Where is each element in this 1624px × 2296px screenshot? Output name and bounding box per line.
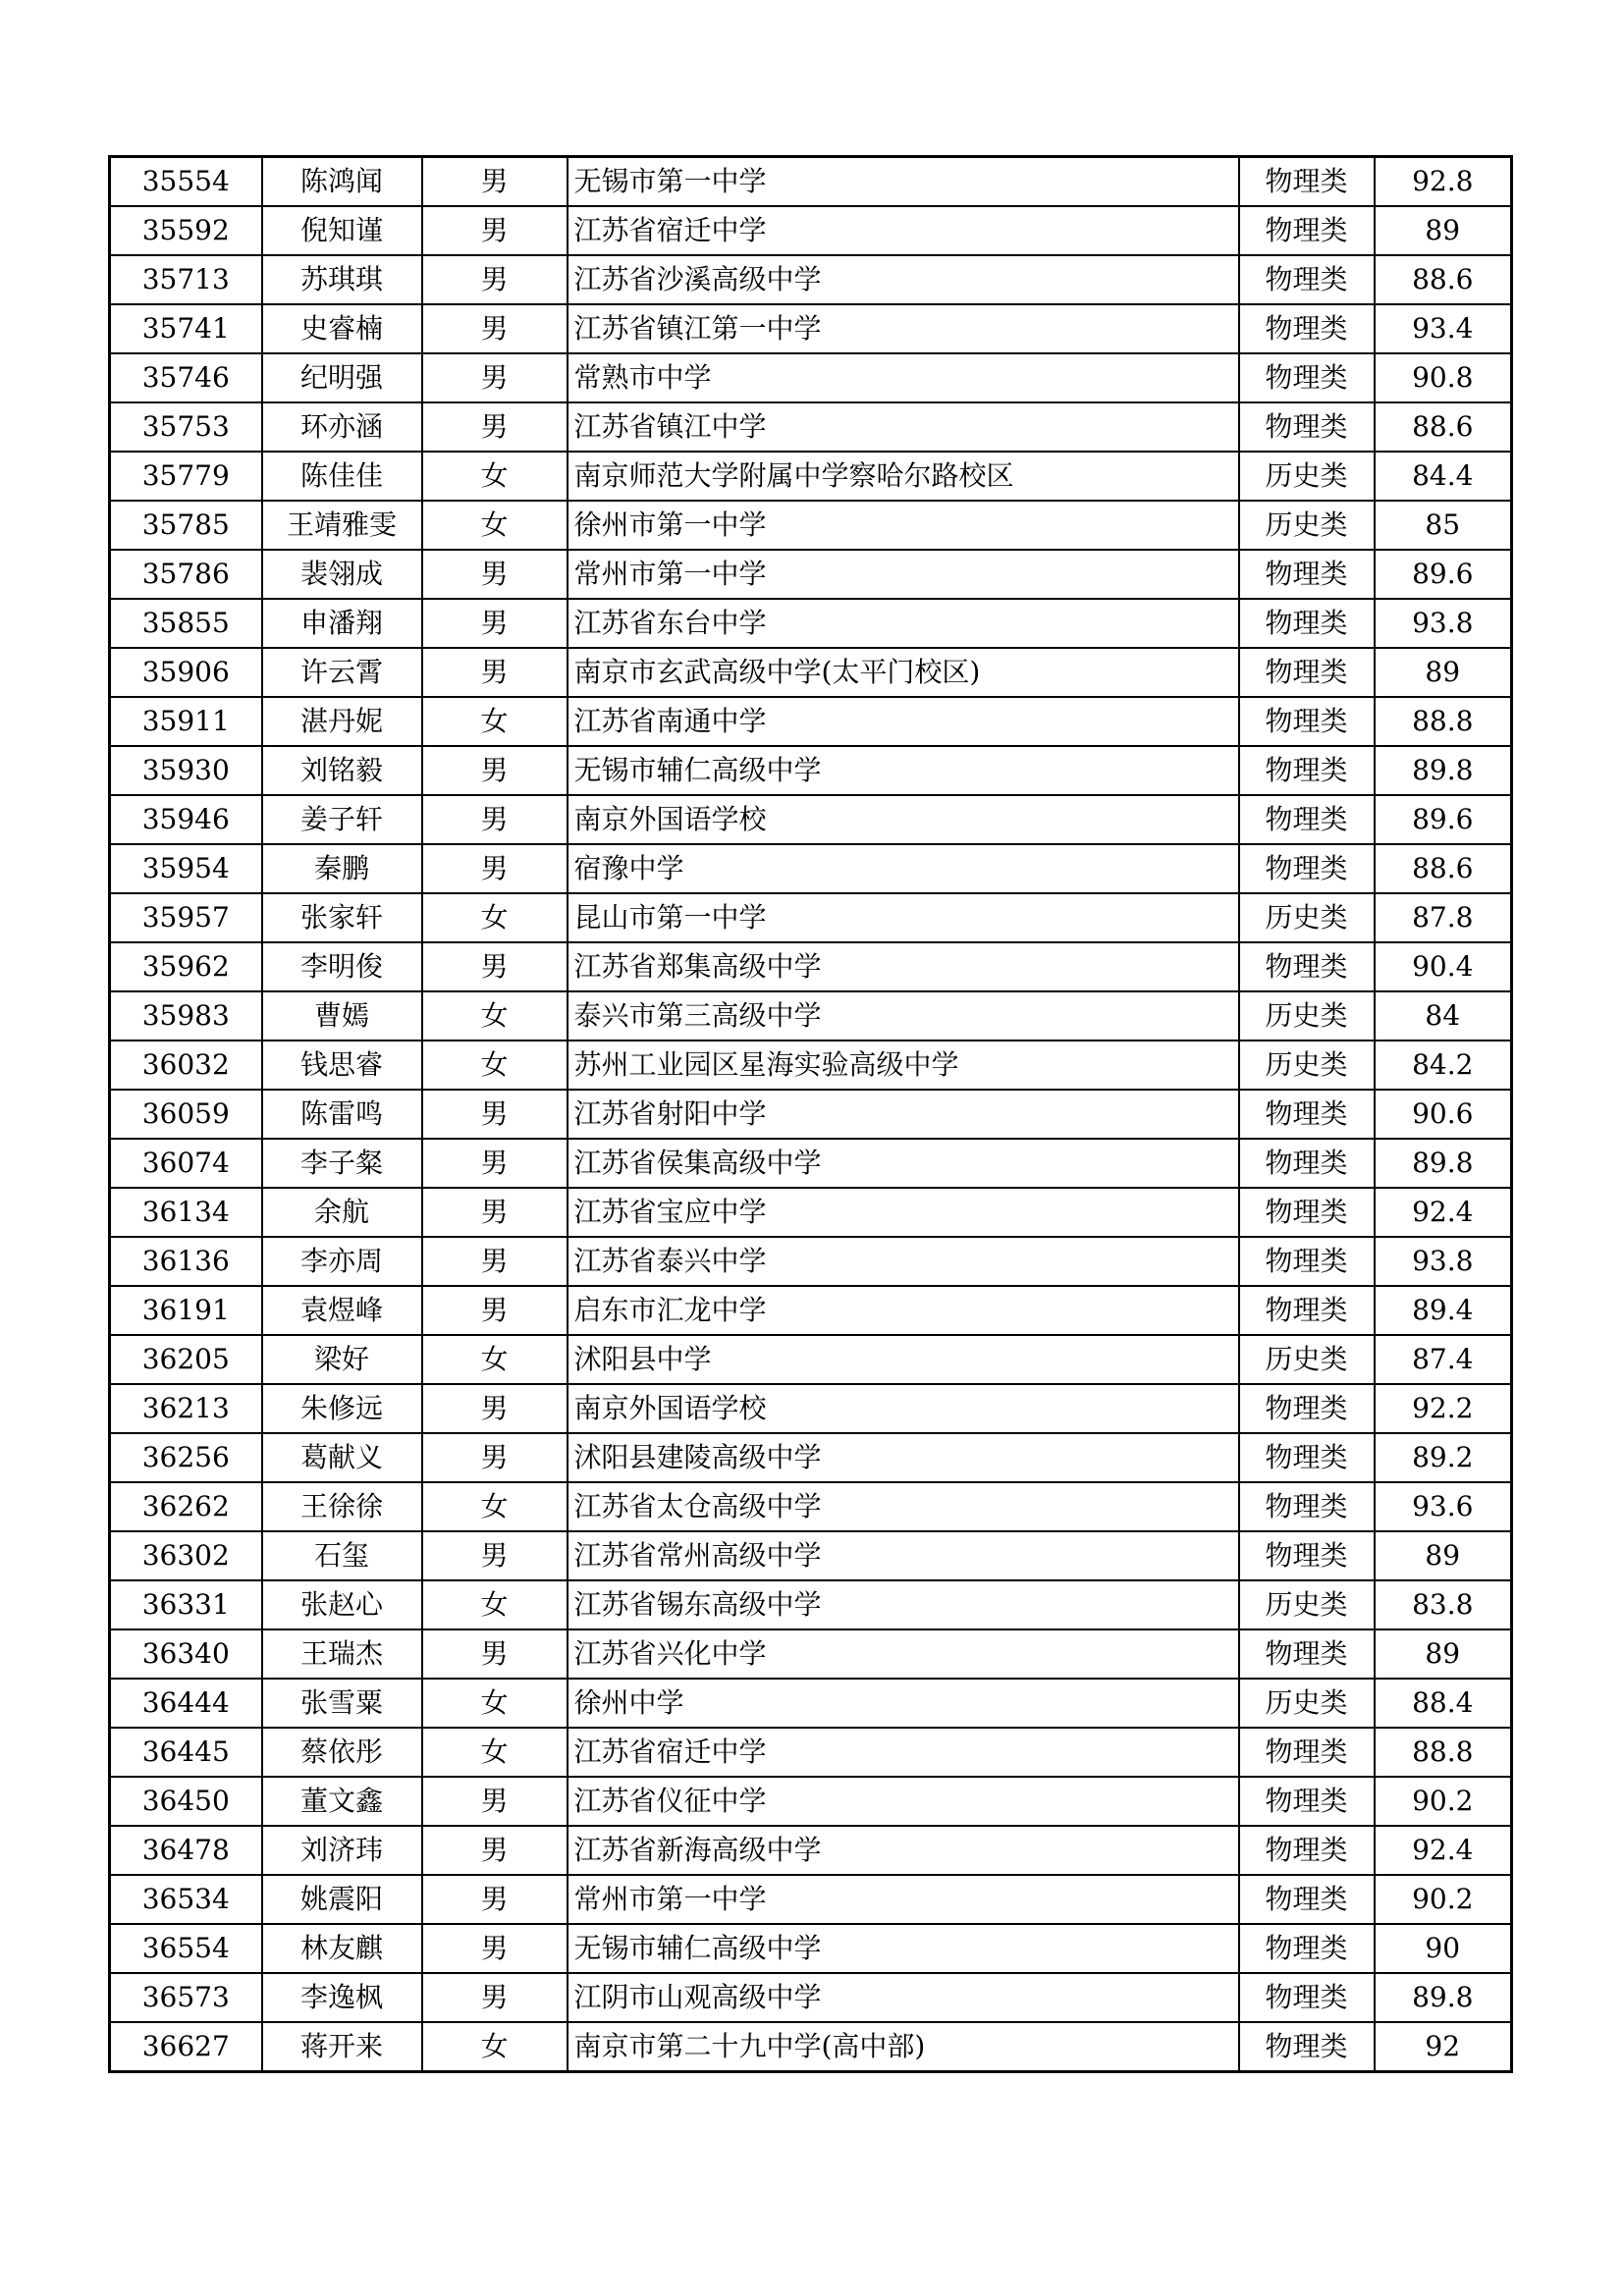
cell-id: 35906 [110, 648, 262, 697]
cell-school: 江苏省宿迁中学 [568, 1728, 1239, 1777]
cell-track: 物理类 [1239, 2022, 1375, 2072]
cell-score: 89.6 [1375, 795, 1512, 844]
cell-name: 姚震阳 [262, 1875, 422, 1924]
cell-track: 物理类 [1239, 1384, 1375, 1433]
cell-id: 35554 [110, 157, 262, 207]
cell-id: 36136 [110, 1237, 262, 1286]
cell-gender: 男 [422, 304, 568, 353]
cell-track: 物理类 [1239, 1973, 1375, 2022]
table-row [110, 1826, 1512, 1875]
cell-score: 87.4 [1375, 1335, 1512, 1384]
cell-id: 36445 [110, 1728, 262, 1777]
cell-track: 物理类 [1239, 1777, 1375, 1826]
cell-score: 87.8 [1375, 893, 1512, 942]
cell-id: 36340 [110, 1629, 262, 1679]
table-row [110, 1777, 1512, 1826]
cell-school: 苏州工业园区星海实验高级中学 [568, 1041, 1239, 1090]
cell-score: 89 [1375, 1531, 1512, 1580]
cell-score: 88.4 [1375, 1679, 1512, 1728]
cell-school: 常州市第一中学 [568, 550, 1239, 599]
table-row [110, 1433, 1512, 1482]
table-row [110, 1237, 1512, 1286]
cell-name: 蒋开来 [262, 2022, 422, 2072]
cell-gender: 女 [422, 1482, 568, 1531]
cell-school: 江苏省泰兴中学 [568, 1237, 1239, 1286]
cell-gender: 男 [422, 1531, 568, 1580]
cell-name: 张赵心 [262, 1580, 422, 1629]
cell-score: 88.6 [1375, 844, 1512, 893]
table-row [110, 795, 1512, 844]
cell-name: 陈雷鸣 [262, 1090, 422, 1139]
cell-name: 董文鑫 [262, 1777, 422, 1826]
cell-school: 江苏省沙溪高级中学 [568, 255, 1239, 304]
cell-id: 36573 [110, 1973, 262, 2022]
cell-gender: 女 [422, 1728, 568, 1777]
cell-track: 物理类 [1239, 844, 1375, 893]
cell-gender: 男 [422, 1777, 568, 1826]
cell-school: 南京师范大学附属中学察哈尔路校区 [568, 452, 1239, 501]
cell-school: 无锡市辅仁高级中学 [568, 1924, 1239, 1973]
cell-track: 物理类 [1239, 599, 1375, 648]
table-row [110, 1482, 1512, 1531]
cell-id: 36331 [110, 1580, 262, 1629]
cell-score: 90 [1375, 1924, 1512, 1973]
cell-school: 江苏省仪征中学 [568, 1777, 1239, 1826]
cell-name: 裴翎成 [262, 550, 422, 599]
cell-track: 物理类 [1239, 255, 1375, 304]
cell-gender: 男 [422, 1139, 568, 1188]
cell-track: 物理类 [1239, 746, 1375, 795]
cell-school: 昆山市第一中学 [568, 893, 1239, 942]
cell-gender: 男 [422, 599, 568, 648]
cell-gender: 男 [422, 1433, 568, 1482]
cell-name: 李亦周 [262, 1237, 422, 1286]
cell-name: 蔡依彤 [262, 1728, 422, 1777]
cell-school: 启东市汇龙中学 [568, 1286, 1239, 1335]
cell-track: 物理类 [1239, 402, 1375, 452]
cell-track: 物理类 [1239, 942, 1375, 991]
cell-name: 王瑞杰 [262, 1629, 422, 1679]
cell-track: 物理类 [1239, 1875, 1375, 1924]
cell-track: 历史类 [1239, 991, 1375, 1041]
cell-track: 物理类 [1239, 1433, 1375, 1482]
cell-name: 王靖雅雯 [262, 501, 422, 550]
cell-school: 江苏省常州高级中学 [568, 1531, 1239, 1580]
cell-gender: 男 [422, 648, 568, 697]
table-row [110, 402, 1512, 452]
cell-name: 张家轩 [262, 893, 422, 942]
cell-school: 江苏省射阳中学 [568, 1090, 1239, 1139]
cell-id: 36302 [110, 1531, 262, 1580]
cell-name: 环亦涵 [262, 402, 422, 452]
cell-track: 历史类 [1239, 452, 1375, 501]
cell-id: 35753 [110, 402, 262, 452]
cell-track: 物理类 [1239, 550, 1375, 599]
table-row [110, 1728, 1512, 1777]
cell-gender: 男 [422, 1629, 568, 1679]
cell-track: 历史类 [1239, 501, 1375, 550]
cell-school: 宿豫中学 [568, 844, 1239, 893]
cell-gender: 男 [422, 1286, 568, 1335]
table-row [110, 1679, 1512, 1728]
cell-id: 36262 [110, 1482, 262, 1531]
cell-track: 历史类 [1239, 893, 1375, 942]
table-row [110, 1875, 1512, 1924]
cell-gender: 男 [422, 1188, 568, 1237]
cell-score: 93.8 [1375, 599, 1512, 648]
cell-name: 刘铭毅 [262, 746, 422, 795]
table-row [110, 1139, 1512, 1188]
cell-gender: 男 [422, 746, 568, 795]
cell-track: 物理类 [1239, 1237, 1375, 1286]
cell-name: 钱思睿 [262, 1041, 422, 1090]
table-row [110, 599, 1512, 648]
cell-school: 江苏省新海高级中学 [568, 1826, 1239, 1875]
table-row [110, 1924, 1512, 1973]
table-row [110, 697, 1512, 746]
cell-id: 35962 [110, 942, 262, 991]
cell-id: 36213 [110, 1384, 262, 1433]
cell-track: 物理类 [1239, 1090, 1375, 1139]
table-row [110, 648, 1512, 697]
cell-id: 36444 [110, 1679, 262, 1728]
table-row [110, 353, 1512, 402]
cell-gender: 男 [422, 942, 568, 991]
cell-school: 江苏省镇江中学 [568, 402, 1239, 452]
cell-id: 35911 [110, 697, 262, 746]
cell-school: 南京外国语学校 [568, 1384, 1239, 1433]
cell-name: 姜子轩 [262, 795, 422, 844]
cell-name: 梁好 [262, 1335, 422, 1384]
cell-score: 89.8 [1375, 1139, 1512, 1188]
cell-name: 刘济玮 [262, 1826, 422, 1875]
cell-score: 90.8 [1375, 353, 1512, 402]
cell-track: 物理类 [1239, 697, 1375, 746]
cell-name: 秦鹏 [262, 844, 422, 893]
cell-gender: 女 [422, 697, 568, 746]
cell-score: 90.2 [1375, 1875, 1512, 1924]
cell-id: 36205 [110, 1335, 262, 1384]
cell-name: 石玺 [262, 1531, 422, 1580]
table-row [110, 1090, 1512, 1139]
cell-name: 陈佳佳 [262, 452, 422, 501]
table-row [110, 844, 1512, 893]
cell-score: 90.4 [1375, 942, 1512, 991]
cell-gender: 男 [422, 844, 568, 893]
cell-score: 92 [1375, 2022, 1512, 2072]
cell-id: 35786 [110, 550, 262, 599]
cell-gender: 男 [422, 1826, 568, 1875]
table-row [110, 1335, 1512, 1384]
cell-score: 84.4 [1375, 452, 1512, 501]
cell-id: 35855 [110, 599, 262, 648]
cell-school: 江苏省宝应中学 [568, 1188, 1239, 1237]
cell-school: 南京市玄武高级中学(太平门校区) [568, 648, 1239, 697]
cell-school: 江苏省太仓高级中学 [568, 1482, 1239, 1531]
cell-id: 35946 [110, 795, 262, 844]
cell-score: 92.4 [1375, 1826, 1512, 1875]
cell-school: 南京外国语学校 [568, 795, 1239, 844]
cell-gender: 女 [422, 1580, 568, 1629]
cell-score: 93.6 [1375, 1482, 1512, 1531]
cell-id: 36032 [110, 1041, 262, 1090]
cell-gender: 男 [422, 1237, 568, 1286]
cell-gender: 女 [422, 1335, 568, 1384]
cell-id: 35957 [110, 893, 262, 942]
cell-track: 历史类 [1239, 1580, 1375, 1629]
cell-gender: 男 [422, 550, 568, 599]
cell-school: 徐州市第一中学 [568, 501, 1239, 550]
cell-school: 无锡市第一中学 [568, 157, 1239, 207]
cell-name: 李逸枫 [262, 1973, 422, 2022]
cell-id: 36256 [110, 1433, 262, 1482]
cell-gender: 女 [422, 893, 568, 942]
cell-track: 物理类 [1239, 795, 1375, 844]
cell-gender: 女 [422, 452, 568, 501]
cell-track: 物理类 [1239, 304, 1375, 353]
table-row [110, 1384, 1512, 1433]
cell-id: 35983 [110, 991, 262, 1041]
cell-score: 88.8 [1375, 697, 1512, 746]
cell-name: 葛献义 [262, 1433, 422, 1482]
cell-track: 物理类 [1239, 1924, 1375, 1973]
cell-school: 江苏省南通中学 [568, 697, 1239, 746]
table-row [110, 2022, 1512, 2072]
table-row [110, 1580, 1512, 1629]
table-row [110, 550, 1512, 599]
table-row [110, 157, 1512, 207]
cell-id: 36134 [110, 1188, 262, 1237]
cell-name: 李明俊 [262, 942, 422, 991]
cell-id: 35592 [110, 206, 262, 255]
cell-name: 王徐徐 [262, 1482, 422, 1531]
cell-track: 历史类 [1239, 1679, 1375, 1728]
cell-school: 常熟市中学 [568, 353, 1239, 402]
cell-school: 江苏省宿迁中学 [568, 206, 1239, 255]
cell-score: 88.8 [1375, 1728, 1512, 1777]
cell-name: 余航 [262, 1188, 422, 1237]
cell-score: 84.2 [1375, 1041, 1512, 1090]
table-row [110, 501, 1512, 550]
cell-name: 申潘翔 [262, 599, 422, 648]
cell-id: 36059 [110, 1090, 262, 1139]
cell-id: 36478 [110, 1826, 262, 1875]
table-row [110, 1286, 1512, 1335]
cell-track: 历史类 [1239, 1041, 1375, 1090]
cell-id: 35713 [110, 255, 262, 304]
cell-id: 35779 [110, 452, 262, 501]
cell-track: 物理类 [1239, 1482, 1375, 1531]
cell-school: 沭阳县中学 [568, 1335, 1239, 1384]
cell-name: 湛丹妮 [262, 697, 422, 746]
cell-score: 88.6 [1375, 402, 1512, 452]
cell-track: 物理类 [1239, 648, 1375, 697]
cell-name: 张雪粟 [262, 1679, 422, 1728]
cell-school: 江苏省兴化中学 [568, 1629, 1239, 1679]
cell-score: 89.8 [1375, 1973, 1512, 2022]
table-row [110, 991, 1512, 1041]
cell-gender: 男 [422, 1090, 568, 1139]
cell-school: 江苏省东台中学 [568, 599, 1239, 648]
cell-gender: 女 [422, 1041, 568, 1090]
cell-name: 苏琪琪 [262, 255, 422, 304]
cell-score: 88.6 [1375, 255, 1512, 304]
table-row [110, 452, 1512, 501]
cell-track: 物理类 [1239, 1629, 1375, 1679]
cell-school: 泰兴市第三高级中学 [568, 991, 1239, 1041]
cell-track: 物理类 [1239, 1139, 1375, 1188]
cell-gender: 男 [422, 255, 568, 304]
cell-score: 92.4 [1375, 1188, 1512, 1237]
cell-id: 36450 [110, 1777, 262, 1826]
cell-score: 92.8 [1375, 157, 1512, 207]
cell-school: 常州市第一中学 [568, 1875, 1239, 1924]
cell-name: 许云霄 [262, 648, 422, 697]
cell-name: 史睿楠 [262, 304, 422, 353]
table-row [110, 942, 1512, 991]
cell-id: 35785 [110, 501, 262, 550]
cell-id: 36554 [110, 1924, 262, 1973]
cell-track: 历史类 [1239, 1335, 1375, 1384]
roster-table [108, 155, 1513, 2073]
roster-body [110, 157, 1512, 2072]
table-row [110, 893, 1512, 942]
cell-name: 林友麒 [262, 1924, 422, 1973]
cell-track: 物理类 [1239, 206, 1375, 255]
cell-id: 35741 [110, 304, 262, 353]
cell-school: 江苏省侯集高级中学 [568, 1139, 1239, 1188]
cell-school: 无锡市辅仁高级中学 [568, 746, 1239, 795]
table-row [110, 1629, 1512, 1679]
cell-track: 物理类 [1239, 1531, 1375, 1580]
table-row [110, 1188, 1512, 1237]
table-row [110, 1973, 1512, 2022]
cell-gender: 女 [422, 501, 568, 550]
cell-score: 93.4 [1375, 304, 1512, 353]
cell-gender: 男 [422, 1384, 568, 1433]
cell-score: 90.6 [1375, 1090, 1512, 1139]
cell-gender: 男 [422, 157, 568, 207]
cell-gender: 女 [422, 2022, 568, 2072]
cell-name: 倪知谨 [262, 206, 422, 255]
cell-score: 89 [1375, 206, 1512, 255]
cell-name: 曹嫣 [262, 991, 422, 1041]
cell-track: 物理类 [1239, 1188, 1375, 1237]
cell-id: 35930 [110, 746, 262, 795]
table-row [110, 304, 1512, 353]
cell-score: 89 [1375, 648, 1512, 697]
table-row [110, 746, 1512, 795]
cell-track: 物理类 [1239, 353, 1375, 402]
cell-score: 90.2 [1375, 1777, 1512, 1826]
cell-school: 江苏省锡东高级中学 [568, 1580, 1239, 1629]
cell-school: 江苏省郑集高级中学 [568, 942, 1239, 991]
cell-score: 89.6 [1375, 550, 1512, 599]
cell-id: 35954 [110, 844, 262, 893]
cell-gender: 男 [422, 206, 568, 255]
cell-gender: 女 [422, 991, 568, 1041]
cell-name: 陈鸿闻 [262, 157, 422, 207]
cell-school: 江阴市山观高级中学 [568, 1973, 1239, 2022]
cell-score: 89.2 [1375, 1433, 1512, 1482]
table-row [110, 1531, 1512, 1580]
table-row [110, 206, 1512, 255]
cell-school: 沭阳县建陵高级中学 [568, 1433, 1239, 1482]
cell-score: 89 [1375, 1629, 1512, 1679]
cell-school: 南京市第二十九中学(高中部) [568, 2022, 1239, 2072]
cell-id: 36534 [110, 1875, 262, 1924]
cell-track: 物理类 [1239, 1826, 1375, 1875]
table-row [110, 255, 1512, 304]
cell-score: 89.4 [1375, 1286, 1512, 1335]
cell-score: 84 [1375, 991, 1512, 1041]
cell-score: 85 [1375, 501, 1512, 550]
cell-track: 物理类 [1239, 157, 1375, 207]
cell-gender: 男 [422, 1973, 568, 2022]
cell-name: 朱修远 [262, 1384, 422, 1433]
cell-score: 89.8 [1375, 746, 1512, 795]
cell-school: 江苏省镇江第一中学 [568, 304, 1239, 353]
cell-id: 35746 [110, 353, 262, 402]
cell-name: 李子粲 [262, 1139, 422, 1188]
cell-score: 92.2 [1375, 1384, 1512, 1433]
cell-name: 纪明强 [262, 353, 422, 402]
cell-id: 36074 [110, 1139, 262, 1188]
cell-gender: 男 [422, 353, 568, 402]
cell-gender: 男 [422, 1924, 568, 1973]
cell-gender: 男 [422, 402, 568, 452]
cell-gender: 男 [422, 795, 568, 844]
cell-school: 徐州中学 [568, 1679, 1239, 1728]
cell-gender: 女 [422, 1679, 568, 1728]
cell-track: 物理类 [1239, 1728, 1375, 1777]
cell-score: 83.8 [1375, 1580, 1512, 1629]
table-row [110, 1041, 1512, 1090]
cell-id: 36191 [110, 1286, 262, 1335]
cell-gender: 男 [422, 1875, 568, 1924]
cell-id: 36627 [110, 2022, 262, 2072]
cell-score: 93.8 [1375, 1237, 1512, 1286]
cell-name: 袁煜峰 [262, 1286, 422, 1335]
cell-track: 物理类 [1239, 1286, 1375, 1335]
